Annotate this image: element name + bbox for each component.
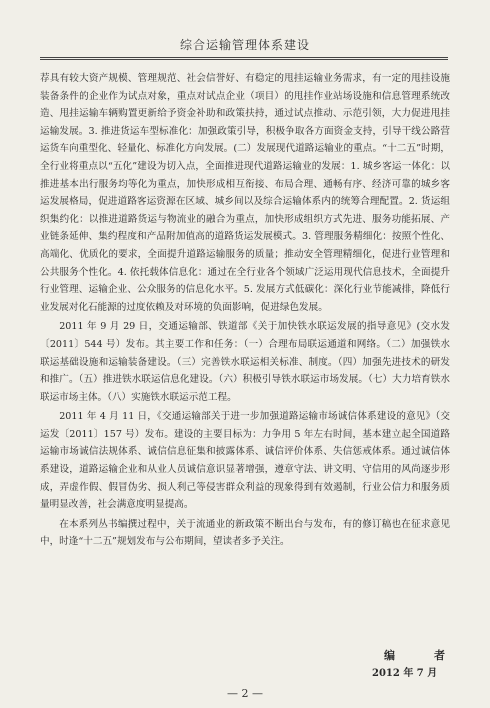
signature-editor: 编 者 xyxy=(384,649,459,662)
signature-date: 2012 年 7 月 xyxy=(372,668,438,679)
running-header-title: 综合运输管理体系建设 xyxy=(179,38,310,52)
body-text xyxy=(40,70,450,551)
page-number: — 2 — xyxy=(227,687,263,700)
paragraph-continuation: 荐具有较大资产规模、管理规范、社会信誉好、有稳定的甩挂运输业务需求，有一定的甩挂设施装备条件的企业作为试点对象，重点对试点企业（项目）的甩挂作业站场设施和信息管理系统改造、甩挂运输车辆购置更新给予资金补助和政策扶持，通过试点推动、示范引领，大力促进甩挂运输发展。3. 推进货运车型标准化：加强政策引导，积极争取各方面资金支持，引导干线公路营运货车向重型化、轻量化、标准化方向发展。(二）发展现代道路运输业的重点。“十二五”时期，全行业将重点以“五化”建设为切入点，全面推进现代道路运输业的发展：1. 城乡客运一体化：以推进基本出行服务均等化为重点，加快形成相互衔接、布局合理、通畅有序、经济可靠的城乡客运发展格局，促进道路客运资源在区域、城乡间以及综合运输体系内的统筹合理配置。2. 货运组织集约化：以推进道路货运与物流业的融合为重点，加快形成组织方式先进、服务功能拓展、产业链条延伸、集约程度和产品附加值高的道路货运发展模式。3. 管理服务精细化：按照个性化、高端化、优质化的要求，全面提升道路运输服务的质量；推动安全管理精细化，促进行业管理和公共服务个性化。4. 依托载体信息化：通过在全行业各个领域广泛运用现代信息技术，全面提升行业管理、运输企业、公众服务的信息化水平。5. 发展方式低碳化：深化行业节能减排，降低行业发展对化石能源的过度依赖及对环境的负面影响，促进绿色发展。 xyxy=(40,73,450,313)
paragraph-closing-note: 在本系列丛书编撰过程中，关于流通业的新政策不断出台与发布，有的修订稿也在征求意见中，时逢“十二五”规划发布与公布期间，望读者多予关注。 xyxy=(40,518,450,548)
paragraph-chengxin-tixi: 2011 年 4 月 11 日，《交通运输部关于进一步加强道路运输市场诚信体系建设的意见》（交运发〔2011〕157 号）发布。建设的主要目标为：力争用 5 年左右时间，基本建立起全国道路运输市场诚信法规体系、诚信信息征集和披露体系、诚信评价体系、失信惩戒体系。通过诚信体系建设，道路运输企业和从业人员诚信意识显著增强，遵章守法、讲文明、守信用的风尚逐步形成，弄虚作假、假冒伪劣、损人利己等侵害群众利益的现象得到有效遏制，行业公信力和服务质量明显改善，社会满意度明显提高。 xyxy=(40,411,450,511)
paragraph-tie-shui-lianyun: 2011 年 9 月 29 日，交通运输部、铁道部《关于加快铁水联运发展的指导意见》(交水发〔2011〕544 号）发布。其主要工作和任务：（一）合理布局联运通道和网络。（二）加强铁水联运基础设施和运输装备建设。（三）完善铁水联运相关标准、制度。（四）加强先进技术的研发和推广。（五）推进铁水联运信息化建设。（六）积极引导铁水联运市场发展。（七）大力培育铁水联运市场主体。（八）实施铁水联运示范工程。 xyxy=(40,321,450,403)
header-divider xyxy=(40,57,448,60)
